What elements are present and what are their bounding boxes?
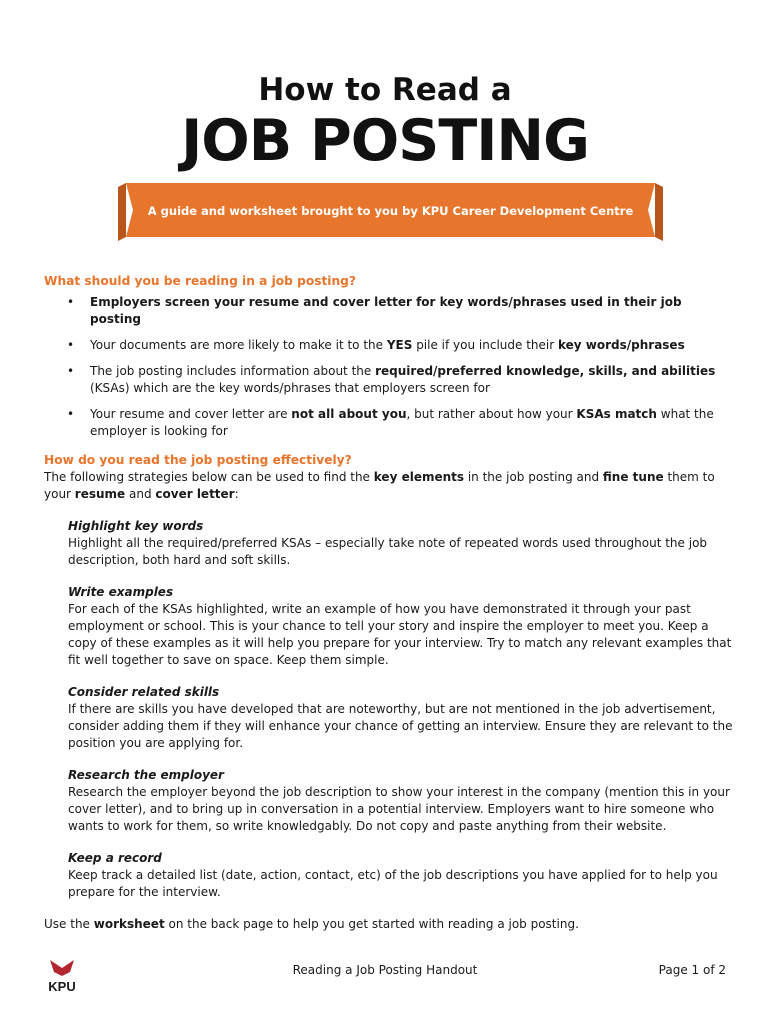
body-text: and [125, 487, 156, 501]
strategy-item [68, 850, 734, 901]
strategy-item [68, 518, 734, 569]
bullet-item [44, 363, 734, 397]
emphasis-text: required/preferred knowledge, skills, and abilities [375, 364, 716, 378]
strategy-body: Research the employer beyond the job description to show your interest in the company (mention this in your cover letter), and to bring up in conversation in a potential interview. Employers want to hire someone who wants to work for them, so write knowledgably. Do not copy and paste anything from their website. [68, 785, 730, 833]
strategy-title: Highlight key words [68, 519, 204, 533]
strategy-title: Consider related skills [68, 685, 220, 699]
page-number: Page 1 of 2 [658, 963, 726, 977]
body-text: (KSAs) which are the key words/phrases that employers screen for [90, 381, 490, 395]
body-text: what the employer is looking for [90, 407, 714, 438]
body-text: in the job posting and [464, 470, 603, 484]
bullet-item [44, 294, 734, 328]
emphasis-text: cover letter [155, 487, 235, 501]
emphasis-text: key elements [373, 470, 465, 484]
kpu-logo-text: KPU [48, 979, 76, 994]
title-job-posting: JOB POSTING [181, 108, 589, 174]
subtitle-banner [118, 183, 663, 245]
banner-text: A guide and worksheet brought to you by KPU Career Development Centre [147, 204, 634, 218]
strategy-item [68, 584, 734, 669]
strategies-intro [44, 469, 734, 503]
emphasis-text: fine tune [602, 470, 664, 484]
strategy-list [44, 518, 734, 901]
emphasis-text: worksheet [93, 917, 165, 931]
body-text: Your resume and cover letter are [90, 407, 292, 421]
strategy-body: Keep track a detailed list (date, action, contact, etc) of the job descriptions you have applied for to help you prepare for the interview. [68, 868, 718, 899]
bullet-dot-icon: • [67, 338, 75, 352]
bullet-item [44, 337, 734, 354]
bullet-item [44, 406, 734, 440]
emphasis-text: not all about you [291, 407, 407, 421]
body-text: The job posting includes information about the [90, 364, 376, 378]
emphasis-text: key words/phrases [557, 338, 685, 352]
emphasis-text: KSAs match [576, 407, 657, 421]
emphasis-text: Employers screen your resume and cover letter for key words/phrases used in their job posting [90, 295, 682, 326]
strategy-body: Highlight all the required/preferred KSAs – especially take note of repeated words used throughout the job description, both hard and soft skills. [68, 536, 708, 567]
bullet-list [44, 294, 734, 440]
strategy-item [68, 767, 734, 835]
closing-note [44, 916, 734, 933]
body-text: Use the [44, 917, 94, 931]
footer-title: Reading a Job Posting Handout [292, 963, 478, 977]
section-heading-what-to-read: What should you be reading in a job posting? [44, 274, 356, 288]
strategy-title: Write examples [68, 585, 174, 599]
body-text: on the back page to help you get started with reading a job posting. [164, 917, 579, 931]
title-how-to-read: How to Read a [258, 72, 512, 108]
section-heading-how-to-read: How do you read the job posting effectively? [44, 453, 352, 467]
bullet-dot-icon: • [67, 407, 75, 421]
emphasis-text: YES [386, 338, 413, 352]
bullet-dot-icon: • [67, 295, 75, 309]
body-text: Your documents are more likely to make it to the [90, 338, 387, 352]
strategy-title: Research the employer [68, 768, 224, 782]
body-text: The following strategies below can be used to find the [44, 470, 374, 484]
bullet-dot-icon: • [67, 364, 75, 378]
body-text: , but rather about how your [406, 407, 577, 421]
strategy-item [68, 684, 734, 752]
strategy-body: If there are skills you have developed that are noteworthy, but are not mentioned in the job advertisement, consider adding them if they will enhance your chance of getting an interview. Ensure they are relevant to the position you are applying for. [68, 702, 733, 750]
strategy-title: Keep a record [68, 851, 162, 865]
emphasis-text: resume [74, 487, 126, 501]
main-content [44, 273, 734, 945]
strategy-body: For each of the KSAs highlighted, write an example of how you have demonstrated it through your past employment or school. This is your chance to tell your story and inspire the employer to meet you. Keep a copy of these examples as it will help you prepare for your interview. Try to match any relevant examples that fit well together to save on space. Keep them simple. [68, 602, 732, 667]
body-text: them to your [44, 470, 715, 501]
body-text: : [234, 487, 239, 501]
body-text: pile if you include their [412, 338, 558, 352]
